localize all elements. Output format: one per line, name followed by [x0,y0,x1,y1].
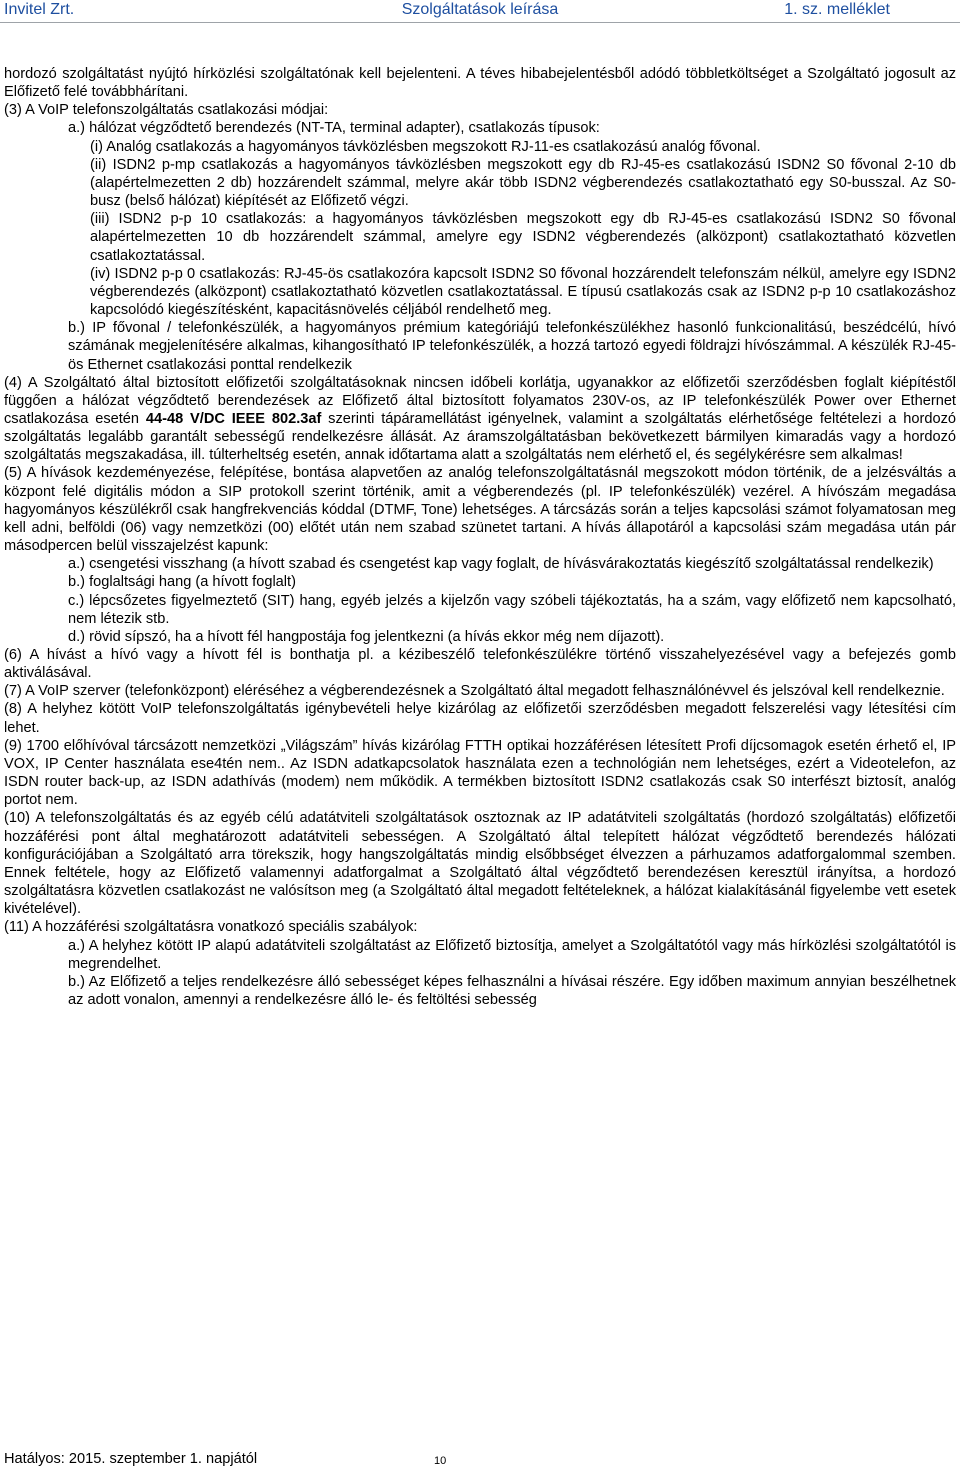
paragraph: (4) A Szolgáltató által biztosított előfizetői szolgáltatásoknak nincsen időbeli korlátja, ugyanakkor az előfizetői szerződésben foglalt kiépítéstől függően a hálózat végződtető berendezések az Előfizető által biztosított folyamatos 230V-os, az IP telefonkészülék Power over Ethernet csatlakozása esetén 44-48 V/DC IEEE 802.3af szerinti tápáramellátást igényelnek, valamint a szolgáltatás elérhetősége feltételezi a hordozó szolgáltatás legalább garantált sebességű rendelkezésre állását. Az áramszolgáltatásban bekövetkezett bármilyen kimaradás vagy a hordozó szolgáltatás megszakadása, ill. túlterheltség esetén, annak időtartama alatt a szolgáltatás nem elérhető el, és segélykérésre sem alkalmas! [4,374,957,464]
page-header [0,0,960,23]
page-number: 10 [434,1455,447,1467]
paragraph: b.) foglaltsági hang (a hívott foglalt) [68,574,296,591]
effective-date: Hatályos: 2015. szeptember 1. napjától [4,1451,258,1467]
emphasis-text: 44-48 V/DC IEEE 802.3af [145,410,322,427]
paragraph: (iv) ISDN2 p-p 0 csatlakozás: RJ-45-ös csatlakozóra kapcsolt ISDN2 S0 fővonal hozzárendelt telefonszám nélkül, amelyre egy ISDN2 végberendezés (alközpont) csatlakoztatható közvetlen csatlakoztatással. E típusú csatlakozás csak az ISDN2 p-p 10 csatlakozáshoz kapcsolódó kiegészítésként, kapacitásnövelés céljából rendelhető meg. [90,265,956,319]
paragraph: d.) rövid sípszó, ha a hívott fél hangpostája fog jelentkezni (a hívás ekkor még nem díjazott). [68,628,665,645]
paragraph: (5) A hívások kezdeményezése, felépítése, bontása alapvetően az analóg telefonszolgáltatásnál megszokott módon történik, de a jelzésváltás a központ felé digitális módon a SIP protokoll szerint történik, amit a végberendezés (pl. IP telefonkészülék) vezérel. A hívószám megadása hagyományos készülékről csak hangfrekvenciás kóddal (DTMF, Tone) lehetséges. A tárcsázás során a teljes kapcsolási számot folyamatosan meg kell adni, belföldi (06) vagy nemzetközi (00) előtét után nem szabad szünetet tartani. A hívás állapotáról a kapcsolási szám megadása után pár másodpercen belül visszajelzést kapunk: [4,465,956,555]
paragraph: b.) IP fővonal / telefonkészülék, a hagyományos prémium kategóriájú telefonkészülékhez hasonló funkcionalitású, beszédcélú, hívó számának megjelenítésére alkalmas, kihangosítható IP telefonkészülék, a hozzá tartozó egyedi földrajzi hívószámmal. A készülék RJ-45-ös Ethernet csatlakozási ponttal rendelkezik [68,320,956,373]
paragraph: (ii) ISDN2 p-mp csatlakozás a hagyományos távközlésben megszokott egy db RJ-45-es csatlakozású ISDN2 S0 fővonal 2-10 db (alapértelmezetten 2 db) hozzárendelt számmal, melyre akár több ISDN2 végberendezés csatlakoztatható egy S0-busszal. Az S0- busz (belső hálózat) kiépítését az Előfizető végzi. [90,156,956,210]
paragraph: a.) csengetési visszhang (a hívott szabad és csengetést kap vagy foglalt, de hívásvárakoztatás kiegészítő szolgáltatással rendelkezik) [68,556,934,573]
paragraph: (7) A VoIP szerver (telefonközpont) eléréséhez a végberendezésnek a Szolgáltató által megadott felhasználónévvel és jelszóval kell rendelkeznie. [4,683,945,700]
paragraph: c.) lépcsőzetes figyelmeztető (SIT) hang, egyéb jelzés a kijelzőn vagy szóbeli tájékoztatás, ha a szám, vagy előfizető nem kapcsolható, nem létezik stb. [68,592,956,627]
paragraph: (iii) ISDN2 p-p 10 csatlakozás: a hagyományos távközlésben megszokott egy db RJ-45-es csatlakozású ISDN2 S0 fővonal alapértelmezetten 10 db hozzárendelt számmal, amelyre egy ISDN2 végberendezés (alközpont) csatlakoztatható közvetlen csatlakoztatással. [90,211,956,264]
annex-label: 1. sz. melléklet [784,1,890,18]
paragraph: (3) A VoIP telefonszolgáltatás csatlakozási módjai: [4,102,329,119]
paragraph: a.) A helyhez kötött IP alapú adatátviteli szolgáltatást az Előfizető biztosítja, amelyet a Szolgáltatótól vagy más hírközlési szolgáltatótól is megrendelhet. [68,937,956,972]
document-title: Szolgáltatások leírása [401,1,559,18]
page-footer [0,1450,960,1470]
paragraph: a.) hálózat végződtető berendezés (NT-TA, terminal adapter), csatlakozás típusok: [68,120,600,137]
paragraph: (8) A helyhez kötött VoIP telefonszolgáltatás igénybevételi helye kizárólag az előfizetői szerződésben megadott felszerelési vagy létesítési cím lehet. [4,701,956,736]
paragraph: (10) A telefonszolgáltatás és az egyéb célú adatátviteli szolgáltatások osztoznak az IP adatátviteli szolgáltatás (hordozó szolgáltatás) előfizetői hozzáférési pont által meghatározott adatátviteli sebességen. A Szolgáltató által telepített hálózat végződtető berendezés hálózati konfigurációjában a Szolgáltató arra törekszik, hogy hangszolgáltatás mindig elsőbbséget élvezzen a párhuzamos adatforgalommal szemben. Ennek feltétele, hogy az Előfizető valamennyi adatforgalmat a Szolgáltató által végződtető berendezésen keresztül irányítsa, a hordozó szolgáltatásra közvetlen csatlakozást ne valósítson meg (a Szolgáltató által megadott feltételeknek, a hálózat kialakításánál figyelembe vett esetek kivételével). [4,810,956,918]
paragraph: (11) A hozzáférési szolgáltatásra vonatkozó speciális szabályok: [4,919,418,936]
paragraph: (9) 1700 előhívóval tárcsázott nemzetközi „Világszám” hívás kizárólag FTTH optikai hozzáférésen létesített Profi díjcsomagok esetén érhető el, IP VOX, IP Center használata ese4tén nem.. Az ISDN adatkapcsolatok használata ezen a technológián nem lehetséges, ezért a Videotelefon, az ISDN router back-up, az ISDN adathívás (modem) nem működik. A termékben biztosított ISDN2 csatlakozás csak S0 interfészt biztosít, analóg portot nem. [4,737,956,809]
paragraph: hordozó szolgáltatást nyújtó hírközlési szolgáltatónak kell bejelenteni. A téves hibabejelentésből adódó többletköltséget a Szolgáltató jogosult az Előfizető felé továbbhárítani. [4,66,956,101]
company-name: Invitel Zrt. [4,1,75,18]
document-body [4,65,956,1009]
paragraph: (6) A hívást a hívó vagy a hívott fél is bonthatja pl. a kézibeszélő telefonkészülékre történő visszahelyezésével vagy a befejezés gomb aktiválásával. [4,647,956,682]
paragraph: (i) Analóg csatlakozás a hagyományos távközlésben megszokott RJ-11-es csatlakozású analóg fővonal. [90,138,761,155]
paragraph: b.) Az Előfizető a teljes rendelkezésre álló sebességet képes felhasználni a hívásai részére. Egy időben maximum annyian beszélhetnek az adott vonalon, amennyi a rendelkezésre álló le- és feltöltési sebesség [68,973,956,1008]
